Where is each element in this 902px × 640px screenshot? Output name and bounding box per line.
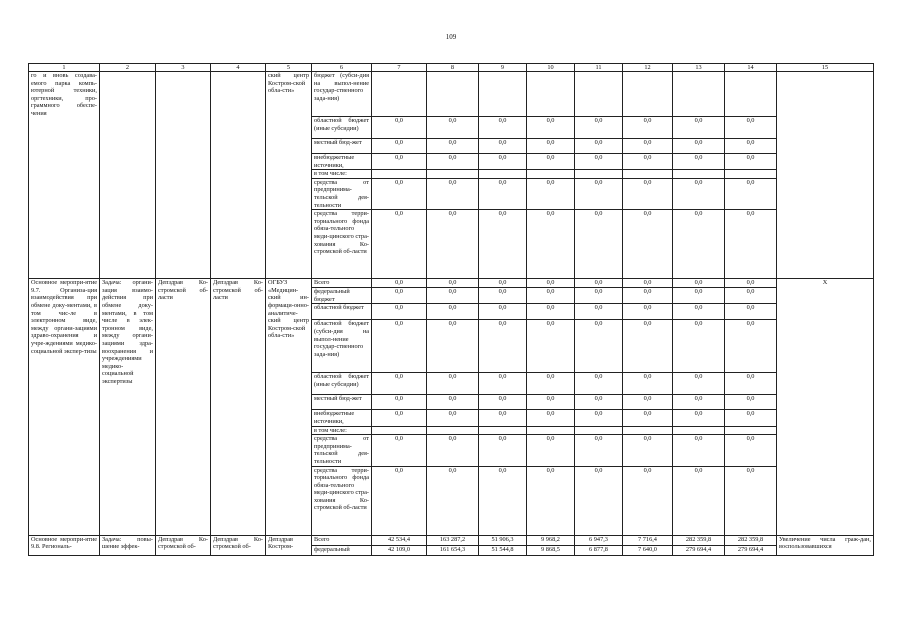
amount-cell: 0,0 (527, 178, 575, 209)
amount-cell: 0,0 (427, 117, 479, 139)
funding-source-label: в том числе: (312, 426, 372, 435)
amount-cell: 0,0 (725, 410, 777, 426)
column-number-header: 1 (29, 64, 100, 72)
amount-cell: 0,0 (427, 154, 479, 170)
amount-cell: 51 906,3 (479, 535, 527, 545)
responsible-cell: Депздрав Ко-стромской об-ласти (211, 279, 266, 535)
funding-source-label: областной бюджет (иные субсидии) (312, 373, 372, 395)
amount-cell: 0,0 (623, 395, 673, 410)
amount-cell: 0,0 (673, 139, 725, 154)
amount-cell: 0,0 (479, 373, 527, 395)
amount-cell: 0,0 (479, 320, 527, 373)
amount-cell (623, 170, 673, 179)
amount-cell: 0,0 (673, 154, 725, 170)
amount-cell: 0,0 (725, 178, 777, 209)
amount-cell: 0,0 (372, 288, 427, 304)
amount-cell: 0,0 (372, 466, 427, 535)
executor-cell: Депздрав Костром- (266, 535, 312, 555)
result-cell: Х (777, 279, 874, 535)
amount-cell: 0,0 (479, 410, 527, 426)
amount-cell (372, 426, 427, 435)
amount-cell: 0,0 (673, 288, 725, 304)
amount-cell: 163 287,2 (427, 535, 479, 545)
amount-cell: 0,0 (479, 139, 527, 154)
coordinator-cell (156, 72, 211, 279)
event-name-cell: Основное меропри-ятие 9.8. Региональ- (29, 535, 100, 555)
amount-cell: 0,0 (575, 288, 623, 304)
amount-cell: 0,0 (527, 466, 575, 535)
funding-source-label: средства терри-ториального фонда обяза-тельного меди-цинского стра-хования Ко-стромской об-ласти (312, 210, 372, 279)
column-number-header: 13 (673, 64, 725, 72)
amount-cell: 0,0 (725, 435, 777, 466)
amount-cell: 0,0 (527, 304, 575, 320)
result-cell (777, 72, 874, 279)
amount-cell: 0,0 (372, 117, 427, 139)
amount-cell: 42 534,4 (372, 535, 427, 545)
amount-cell: 0,0 (479, 178, 527, 209)
amount-cell (673, 170, 725, 179)
funding-source-label: местный бюд-жет (312, 139, 372, 154)
amount-cell (673, 72, 725, 117)
column-number-header: 2 (100, 64, 156, 72)
amount-cell: 0,0 (575, 320, 623, 373)
column-number-header: 11 (575, 64, 623, 72)
amount-cell: 0,0 (623, 210, 673, 279)
amount-cell (372, 72, 427, 117)
amount-cell: 0,0 (427, 410, 479, 426)
amount-cell: 0,0 (527, 279, 575, 288)
amount-cell: 0,0 (575, 117, 623, 139)
column-number-header: 7 (372, 64, 427, 72)
funding-source-label: Всего (312, 535, 372, 545)
funding-source-label: в том числе: (312, 170, 372, 179)
amount-cell: 0,0 (575, 395, 623, 410)
amount-cell (575, 72, 623, 117)
amount-cell: 0,0 (623, 435, 673, 466)
amount-cell: 0,0 (725, 320, 777, 373)
funding-source-label: Всего (312, 279, 372, 288)
amount-cell: 0,0 (623, 117, 673, 139)
amount-cell: 0,0 (575, 139, 623, 154)
amount-cell: 0,0 (427, 466, 479, 535)
funding-source-label: местный бюд-жет (312, 395, 372, 410)
amount-cell (725, 72, 777, 117)
amount-cell (479, 170, 527, 179)
amount-cell: 282 359,8 (725, 535, 777, 545)
table-row (29, 279, 874, 288)
amount-cell: 0,0 (427, 288, 479, 304)
amount-cell: 0,0 (479, 117, 527, 139)
amount-cell: 0,0 (575, 435, 623, 466)
amount-cell: 0,0 (372, 178, 427, 209)
amount-cell: 0,0 (725, 210, 777, 279)
table-row (29, 72, 874, 117)
event-name-cell: Основное меропри-ятие 9.7. Организа-ция взаимодействия при обмене доку-ментами, в том чис-ле в электронном виде, между органи-зациями здраво-охранения и учре-ждениями медико-социальной экспер-тизы (29, 279, 100, 535)
amount-cell: 0,0 (673, 395, 725, 410)
amount-cell: 42 109,0 (372, 545, 427, 555)
amount-cell: 0,0 (527, 395, 575, 410)
amount-cell: 0,0 (673, 117, 725, 139)
amount-cell: 0,0 (427, 178, 479, 209)
amount-cell: 51 544,8 (479, 545, 527, 555)
amount-cell (372, 170, 427, 179)
amount-cell: 0,0 (527, 117, 575, 139)
amount-cell: 0,0 (725, 373, 777, 395)
amount-cell: 0,0 (427, 304, 479, 320)
amount-cell: 0,0 (673, 435, 725, 466)
amount-cell (623, 72, 673, 117)
executor-cell: ский центр Костром-ской обла-сти» (266, 72, 312, 279)
column-number-header: 15 (777, 64, 874, 72)
amount-cell: 0,0 (725, 288, 777, 304)
amount-cell: 0,0 (527, 139, 575, 154)
amount-cell (673, 426, 725, 435)
funding-source-label: внебюджетные источники, (312, 410, 372, 426)
amount-cell: 0,0 (372, 304, 427, 320)
amount-cell (575, 426, 623, 435)
amount-cell: 0,0 (527, 154, 575, 170)
table-row (29, 535, 874, 545)
amount-cell: 0,0 (575, 210, 623, 279)
amount-cell: 0,0 (575, 373, 623, 395)
amount-cell: 0,0 (575, 154, 623, 170)
amount-cell: 0,0 (527, 410, 575, 426)
amount-cell (623, 426, 673, 435)
amount-cell: 0,0 (673, 178, 725, 209)
amount-cell (725, 170, 777, 179)
amount-cell: 0,0 (673, 410, 725, 426)
amount-cell (479, 72, 527, 117)
amount-cell: 0,0 (372, 395, 427, 410)
amount-cell: 6 877,8 (575, 545, 623, 555)
amount-cell: 0,0 (623, 466, 673, 535)
coordinator-cell: Депздрав Ко-стромской об- (156, 535, 211, 555)
amount-cell: 0,0 (527, 288, 575, 304)
amount-cell: 0,0 (623, 320, 673, 373)
event-name-cell: го и вновь создава-емого парка компь-ютерной техники, оргтехники, про-граммного обеспе-чения (29, 72, 100, 279)
column-number-header: 14 (725, 64, 777, 72)
amount-cell: 0,0 (372, 435, 427, 466)
funding-source-label: областной бюджет (312, 304, 372, 320)
amount-cell: 0,0 (575, 466, 623, 535)
result-cell: Увеличение числа граж-дан, воспользовавшихся (777, 535, 874, 555)
amount-cell: 0,0 (479, 304, 527, 320)
amount-cell: 0,0 (673, 373, 725, 395)
amount-cell (527, 72, 575, 117)
amount-cell (427, 170, 479, 179)
amount-cell: 0,0 (673, 279, 725, 288)
responsible-cell (211, 72, 266, 279)
amount-cell: 0,0 (673, 466, 725, 535)
funding-source-label: средства терри-ториального фонда обяза-тельного меди-цинского стра-хования Ко-стромской об-ласти (312, 466, 372, 535)
amount-cell: 0,0 (427, 279, 479, 288)
funding-source-label: бюджет (субси-дия на выпол-нение государ-ственного зада-ния) (312, 72, 372, 117)
amount-cell: 0,0 (623, 410, 673, 426)
amount-cell (479, 426, 527, 435)
funding-source-label: областной бюджет (иные субсидии) (312, 117, 372, 139)
column-number-header: 4 (211, 64, 266, 72)
amount-cell: 0,0 (479, 210, 527, 279)
amount-cell: 0,0 (623, 288, 673, 304)
amount-cell: 0,0 (527, 373, 575, 395)
amount-cell: 0,0 (673, 210, 725, 279)
amount-cell: 0,0 (725, 139, 777, 154)
funding-source-label: средства от предпринима-тельской дея-тельности (312, 178, 372, 209)
amount-cell: 0,0 (372, 279, 427, 288)
amount-cell: 0,0 (427, 373, 479, 395)
task-cell (100, 72, 156, 279)
amount-cell: 0,0 (479, 154, 527, 170)
column-number-row (29, 64, 874, 72)
amount-cell: 0,0 (372, 139, 427, 154)
amount-cell: 0,0 (527, 210, 575, 279)
column-number-header: 5 (266, 64, 312, 72)
amount-cell: 0,0 (575, 279, 623, 288)
task-cell: Задача: повы-шение эффек- (100, 535, 156, 555)
amount-cell: 0,0 (427, 395, 479, 410)
amount-cell: 9 868,5 (527, 545, 575, 555)
executor-cell: ОГБУЗ «Медицин-ский ин-формаци-онно-аналитиче-ский центр Костром-ской обла-сти» (266, 279, 312, 535)
amount-cell: 0,0 (527, 320, 575, 373)
column-number-header: 10 (527, 64, 575, 72)
amount-cell: 7 640,0 (623, 545, 673, 555)
amount-cell: 0,0 (427, 210, 479, 279)
amount-cell: 279 694,4 (725, 545, 777, 555)
amount-cell: 0,0 (623, 154, 673, 170)
amount-cell: 0,0 (623, 304, 673, 320)
amount-cell: 0,0 (725, 117, 777, 139)
amount-cell (527, 426, 575, 435)
amount-cell: 0,0 (479, 279, 527, 288)
funding-source-label: федеральный (312, 545, 372, 555)
amount-cell: 0,0 (673, 320, 725, 373)
column-number-header: 8 (427, 64, 479, 72)
amount-cell: 0,0 (427, 139, 479, 154)
amount-cell: 282 359,8 (673, 535, 725, 545)
amount-cell: 0,0 (725, 154, 777, 170)
amount-cell: 0,0 (725, 395, 777, 410)
amount-cell: 0,0 (673, 304, 725, 320)
amount-cell: 0,0 (427, 435, 479, 466)
funding-source-label: федеральный бюджет (312, 288, 372, 304)
amount-cell: 0,0 (427, 320, 479, 373)
amount-cell: 0,0 (725, 466, 777, 535)
amount-cell: 0,0 (623, 279, 673, 288)
amount-cell: 0,0 (372, 410, 427, 426)
amount-cell: 0,0 (623, 373, 673, 395)
amount-cell: 0,0 (527, 435, 575, 466)
amount-cell: 0,0 (575, 304, 623, 320)
coordinator-cell: Депздрав Ко-стромской об-ласти (156, 279, 211, 535)
amount-cell: 6 947,3 (575, 535, 623, 545)
amount-cell (427, 72, 479, 117)
amount-cell: 0,0 (623, 139, 673, 154)
amount-cell: 0,0 (479, 435, 527, 466)
column-number-header: 3 (156, 64, 211, 72)
funding-table (28, 63, 874, 556)
funding-source-label: внебюджетные источники, (312, 154, 372, 170)
amount-cell: 0,0 (623, 178, 673, 209)
amount-cell (427, 426, 479, 435)
amount-cell (725, 426, 777, 435)
amount-cell: 0,0 (372, 373, 427, 395)
column-number-header: 6 (312, 64, 372, 72)
funding-source-label: средства от предпринима-тельской дея-тельности (312, 435, 372, 466)
amount-cell: 0,0 (479, 395, 527, 410)
amount-cell: 0,0 (575, 410, 623, 426)
funding-source-label: областной бюджет (субси-дия на выпол-нение государ-ственного зада-ния) (312, 320, 372, 373)
amount-cell: 161 654,3 (427, 545, 479, 555)
amount-cell: 0,0 (479, 466, 527, 535)
amount-cell: 7 716,4 (623, 535, 673, 545)
amount-cell: 0,0 (372, 210, 427, 279)
amount-cell: 0,0 (575, 178, 623, 209)
amount-cell (527, 170, 575, 179)
column-number-header: 12 (623, 64, 673, 72)
task-cell: Задача: органи-зация взаимо-действия при обмене доку-ментами, в том числе в элек-тронном виде, между органи-зациями здра-воохранения и учреждениями медико-социальной экспертизы (100, 279, 156, 535)
page-number: 109 (445, 33, 457, 41)
amount-cell: 0,0 (372, 320, 427, 373)
amount-cell: 0,0 (479, 288, 527, 304)
responsible-cell: Депздрав Ко-стромской об- (211, 535, 266, 555)
amount-cell: 0,0 (725, 279, 777, 288)
amount-cell: 9 968,2 (527, 535, 575, 545)
amount-cell: 279 694,4 (673, 545, 725, 555)
amount-cell: 0,0 (725, 304, 777, 320)
amount-cell (575, 170, 623, 179)
amount-cell: 0,0 (372, 154, 427, 170)
column-number-header: 9 (479, 64, 527, 72)
